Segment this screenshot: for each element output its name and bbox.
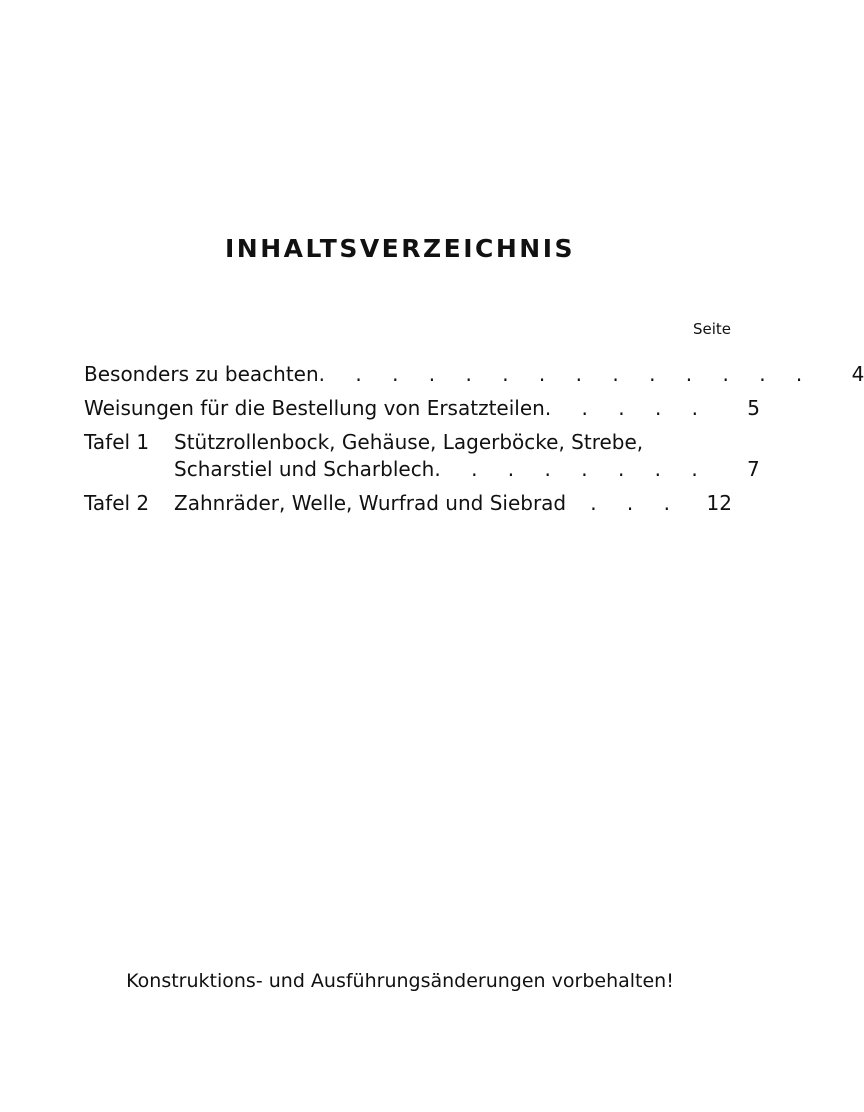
- toc-entry-prefix: Tafel 1: [84, 430, 150, 454]
- footer-note: Konstruktions- und Ausführungsänderungen vorbehalten!: [126, 970, 674, 992]
- toc-entry-leader: . . . . . . . .: [434, 457, 710, 481]
- toc-entry-leader: . . . . . . . . . . . . . .: [318, 362, 815, 386]
- toc-entry-page: 4: [851, 362, 864, 386]
- toc-entry-text: Zahnräder, Welle, Wurfrad und Siebrad: [174, 491, 567, 515]
- toc-entry-text: Besonders zu beachten: [84, 362, 319, 386]
- table-of-contents: [84, 362, 864, 525]
- toc-entry-page: 5: [747, 396, 761, 420]
- toc-entry-text: Stützrollenbock, Gehäuse, Lagerböcke, Strebe,: [174, 430, 644, 454]
- toc-entry-continuation: [84, 457, 760, 491]
- toc-entry: [84, 491, 732, 525]
- toc-entry-text: Scharstiel und Scharblech: [174, 457, 435, 481]
- toc-title: INHALTSVERZEICHNIS: [224, 234, 576, 263]
- toc-entry-prefix: Tafel 2: [84, 491, 150, 515]
- page-column-label: Seite: [692, 320, 731, 338]
- toc-entry-leader: . . . . .: [544, 396, 711, 420]
- toc-entry-page: 12: [706, 491, 732, 515]
- toc-entry: [84, 430, 732, 457]
- toc-entry-page: 7: [747, 457, 760, 481]
- toc-entry-leader: . . .: [590, 491, 682, 515]
- toc-entry-text: Weisungen für die Bestellung von Ersatzteilen: [84, 396, 545, 420]
- toc-entry: [84, 362, 864, 396]
- toc-entry: [84, 396, 761, 430]
